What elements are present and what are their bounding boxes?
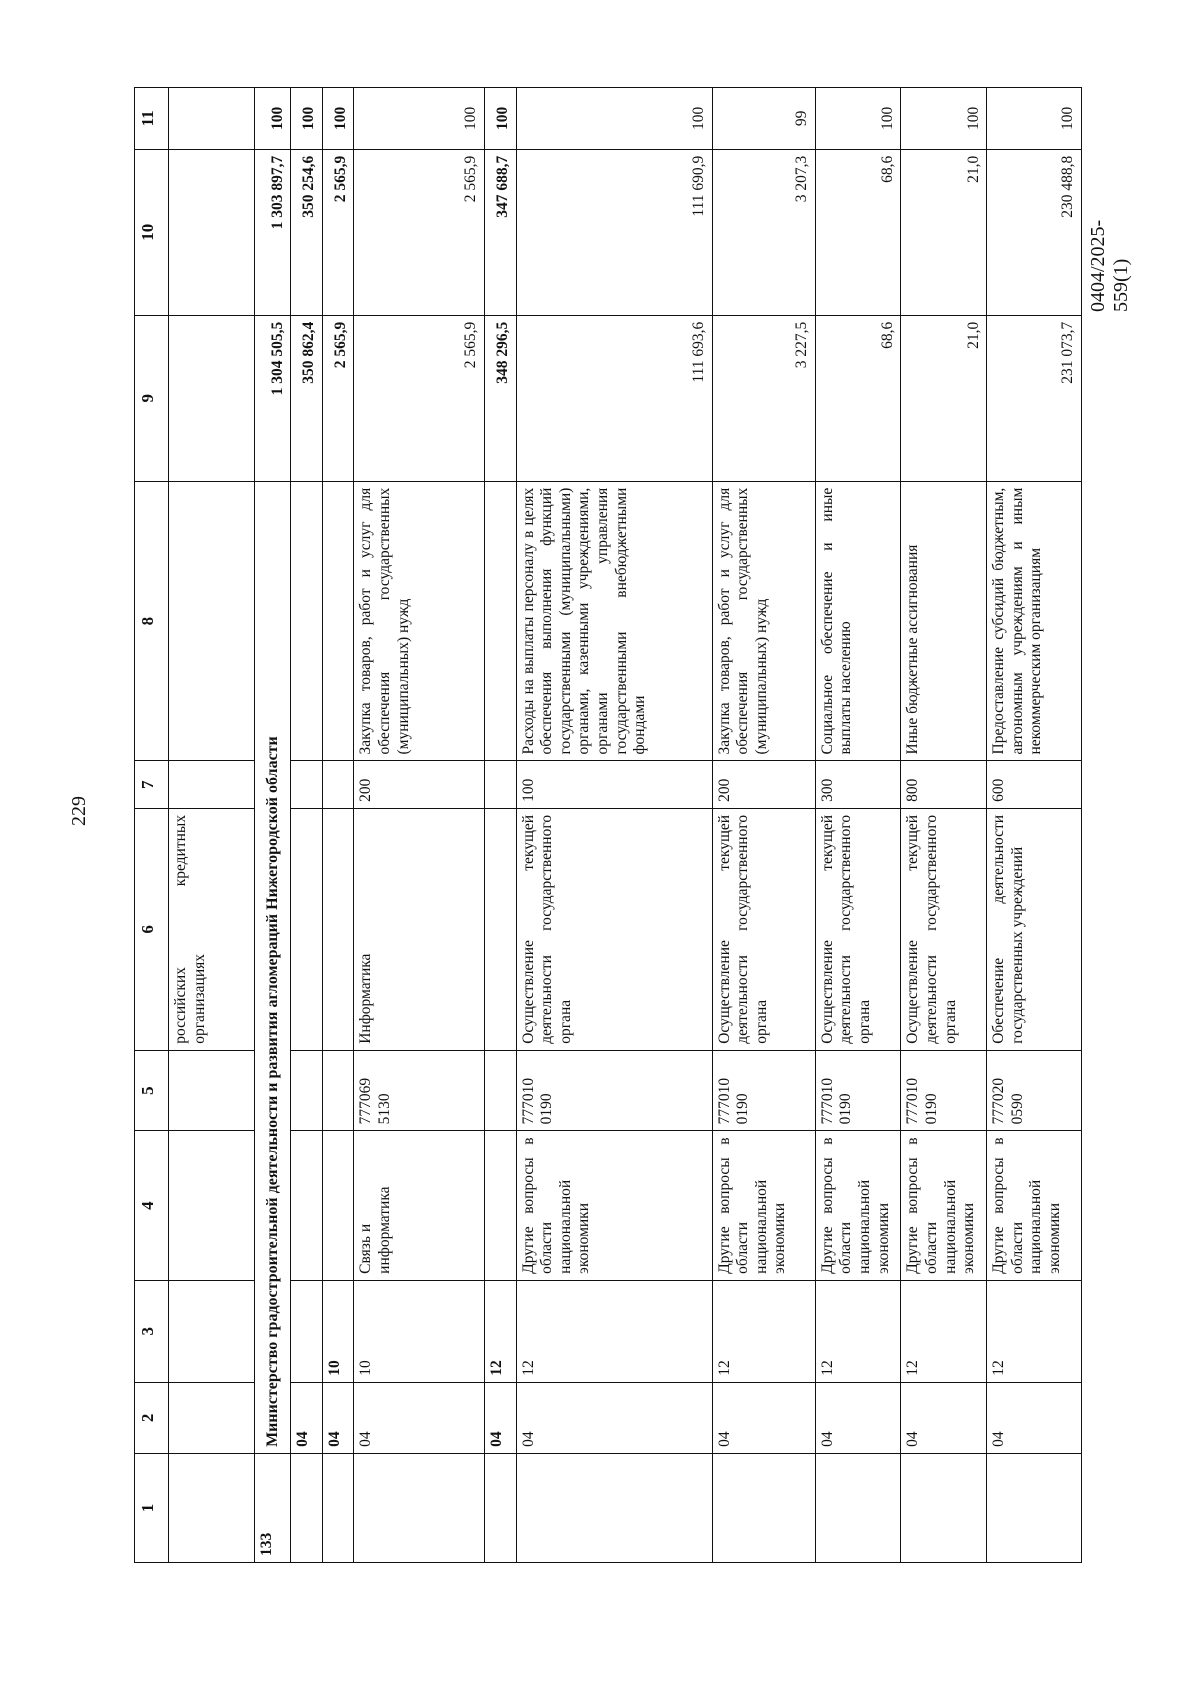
cell-c11: 100 bbox=[516, 88, 712, 150]
column-header: 2 bbox=[135, 1382, 169, 1453]
cell-c9: 350 862,4 bbox=[291, 315, 323, 481]
table-row bbox=[354, 88, 485, 1563]
cell-c7: 200 bbox=[712, 761, 815, 808]
cell-c8: Социальное обеспечение и иные выплаты населению bbox=[815, 481, 901, 761]
cell-c5 bbox=[322, 1050, 354, 1131]
column-header: 3 bbox=[135, 1280, 169, 1382]
cell-c7 bbox=[291, 761, 323, 808]
cell-c2: 04 bbox=[484, 1382, 516, 1453]
cell-c10: 111 690,9 bbox=[516, 149, 712, 315]
cell-c5 bbox=[291, 1050, 323, 1131]
cell-c5: 777010 0190 bbox=[901, 1050, 987, 1131]
cell-c7 bbox=[322, 761, 354, 808]
cell-c4: Другие вопросы в области национальной экономики bbox=[815, 1131, 901, 1280]
column-header: 7 bbox=[135, 761, 169, 808]
cell-c6 bbox=[484, 808, 516, 1050]
cell-c9: 2 565,9 bbox=[322, 315, 354, 481]
cell-c5: 777010 0190 bbox=[815, 1050, 901, 1131]
cell-c6: Осуществление текущей деятельности государственного органа bbox=[815, 808, 901, 1050]
cell-c6: Информатика bbox=[354, 808, 485, 1050]
cell-c10: 2 565,9 bbox=[354, 149, 485, 315]
cell-c7: 200 bbox=[354, 761, 485, 808]
cell-c11: 100 bbox=[322, 88, 354, 150]
cell-c6 bbox=[291, 808, 323, 1050]
cell-c9: 3 227,5 bbox=[712, 315, 815, 481]
cell-c9: 348 296,5 bbox=[484, 315, 516, 481]
cell-c11: 100 bbox=[354, 88, 485, 150]
column-header: 10 bbox=[135, 149, 169, 315]
cell-c5: 777069 5130 bbox=[354, 1050, 485, 1131]
cell-c10: 347 688,7 bbox=[484, 149, 516, 315]
table-row bbox=[484, 88, 516, 1563]
cell-c8: Предоставление субсидий бюджетным, автономным учреждениям и иным некоммерческим организациям bbox=[987, 481, 1082, 761]
cell-c4: Другие вопросы в области национальной экономики bbox=[987, 1131, 1082, 1280]
cell-c6: Обеспечение деятельности государственных учреждений bbox=[987, 808, 1082, 1050]
cell-c9: 111 693,6 bbox=[516, 315, 712, 481]
cell-c3: 12 bbox=[901, 1280, 987, 1382]
continuation-text: российских кредитных организациях bbox=[169, 808, 255, 1050]
table-row bbox=[987, 88, 1082, 1563]
cell-c3: 12 bbox=[987, 1280, 1082, 1382]
cell-c9: 2 565,9 bbox=[354, 315, 485, 481]
table-row-ministry bbox=[255, 88, 291, 1563]
table-row bbox=[901, 88, 987, 1563]
table-row bbox=[712, 88, 815, 1563]
cell-c11: 100 bbox=[815, 88, 901, 150]
column-header: 11 bbox=[135, 88, 169, 150]
cell-c11: 100 bbox=[901, 88, 987, 150]
cell-c8 bbox=[322, 481, 354, 761]
cell-c3: 10 bbox=[322, 1280, 354, 1382]
document-code: 0404/2025-559(1) bbox=[1087, 219, 1132, 312]
cell-c9: 21,0 bbox=[901, 315, 987, 481]
column-header: 4 bbox=[135, 1131, 169, 1280]
cell-c8: Иные бюджетные ассигнования bbox=[901, 481, 987, 761]
cell-c11: 100 bbox=[291, 88, 323, 150]
cell-c3: 12 bbox=[712, 1280, 815, 1382]
ministry-title: Министерство градостроительной деятельности и развития агломераций Нижегородской области bbox=[255, 481, 291, 1453]
table-row-continuation bbox=[169, 88, 255, 1563]
rotated-table-container bbox=[134, 87, 1082, 1563]
cell-c4 bbox=[291, 1131, 323, 1280]
cell-c3: 12 bbox=[516, 1280, 712, 1382]
cell-c4 bbox=[484, 1131, 516, 1280]
cell-c10: 2 565,9 bbox=[322, 149, 354, 315]
cell-c7 bbox=[484, 761, 516, 808]
cell-c5: 777010 0190 bbox=[712, 1050, 815, 1131]
cell-c9: 231 073,7 bbox=[987, 315, 1082, 481]
header-row bbox=[135, 88, 169, 1563]
cell-c10: 350 254,6 bbox=[291, 149, 323, 315]
cell-c2: 04 bbox=[901, 1382, 987, 1453]
cell-c9: 1 304 505,5 bbox=[255, 315, 291, 481]
cell-c4: Другие вопросы в области национальной экономики bbox=[901, 1131, 987, 1280]
cell-c4: Другие вопросы в области национальной экономики bbox=[516, 1131, 712, 1280]
cell-c7: 300 bbox=[815, 761, 901, 808]
cell-c3: 12 bbox=[484, 1280, 516, 1382]
cell-c10: 230 488,8 bbox=[987, 149, 1082, 315]
cell-c10: 3 207,3 bbox=[712, 149, 815, 315]
column-header: 1 bbox=[135, 1453, 169, 1562]
cell-c2: 04 bbox=[291, 1382, 323, 1453]
cell-c2: 04 bbox=[712, 1382, 815, 1453]
cell-c6: Осуществление текущей деятельности государственного органа bbox=[901, 808, 987, 1050]
cell-c7: 100 bbox=[516, 761, 712, 808]
table-row bbox=[815, 88, 901, 1563]
cell-c11: 100 bbox=[484, 88, 516, 150]
cell-c11: 100 bbox=[987, 88, 1082, 150]
ministry-code: 133 bbox=[255, 1453, 291, 1562]
cell-c6: Осуществление текущей деятельности государственного органа bbox=[516, 808, 712, 1050]
cell-c8: Закупка товаров, работ и услуг для обеспечения государственных (муниципальных) нужд bbox=[354, 481, 485, 761]
cell-c8: Закупка товаров, работ и услуг для обеспечения государственных (муниципальных) нужд bbox=[712, 481, 815, 761]
cell-c11: 100 bbox=[255, 88, 291, 150]
table-row bbox=[516, 88, 712, 1563]
cell-c9: 68,6 bbox=[815, 315, 901, 481]
column-header: 6 bbox=[135, 808, 169, 1050]
cell-c3: 10 bbox=[354, 1280, 485, 1382]
page-number: 229 bbox=[68, 796, 90, 826]
column-header: 9 bbox=[135, 315, 169, 481]
cell-c3 bbox=[291, 1280, 323, 1382]
cell-c8 bbox=[484, 481, 516, 761]
column-header: 8 bbox=[135, 481, 169, 761]
cell-c5 bbox=[484, 1050, 516, 1131]
cell-c7: 800 bbox=[901, 761, 987, 808]
budget-table bbox=[134, 87, 1082, 1563]
cell-c5: 777010 0190 bbox=[516, 1050, 712, 1131]
table-row bbox=[291, 88, 323, 1563]
cell-c2: 04 bbox=[322, 1382, 354, 1453]
cell-c6: Осуществление текущей деятельности государственного органа bbox=[712, 808, 815, 1050]
cell-c8: Расходы на выплаты персоналу в целях обеспечения выполнения функций государственными (муниципальными) органами, казенными учреждениями, органами управления государственными внебюджетными фондами bbox=[516, 481, 712, 761]
cell-c11: 99 bbox=[712, 88, 815, 150]
cell-c2: 04 bbox=[516, 1382, 712, 1453]
cell-c7: 600 bbox=[987, 761, 1082, 808]
cell-c8 bbox=[291, 481, 323, 761]
cell-c4: Связь и информатика bbox=[354, 1131, 485, 1280]
cell-c10: 1 303 897,7 bbox=[255, 149, 291, 315]
cell-c4 bbox=[322, 1131, 354, 1280]
cell-c3: 12 bbox=[815, 1280, 901, 1382]
cell-c10: 68,6 bbox=[815, 149, 901, 315]
cell-c6 bbox=[322, 808, 354, 1050]
table-row bbox=[322, 88, 354, 1563]
column-header: 5 bbox=[135, 1050, 169, 1131]
cell-c5: 777020 0590 bbox=[987, 1050, 1082, 1131]
cell-c10: 21,0 bbox=[901, 149, 987, 315]
cell-c2: 04 bbox=[987, 1382, 1082, 1453]
cell-c4: Другие вопросы в области национальной экономики bbox=[712, 1131, 815, 1280]
cell-c2: 04 bbox=[354, 1382, 485, 1453]
cell-c2: 04 bbox=[815, 1382, 901, 1453]
